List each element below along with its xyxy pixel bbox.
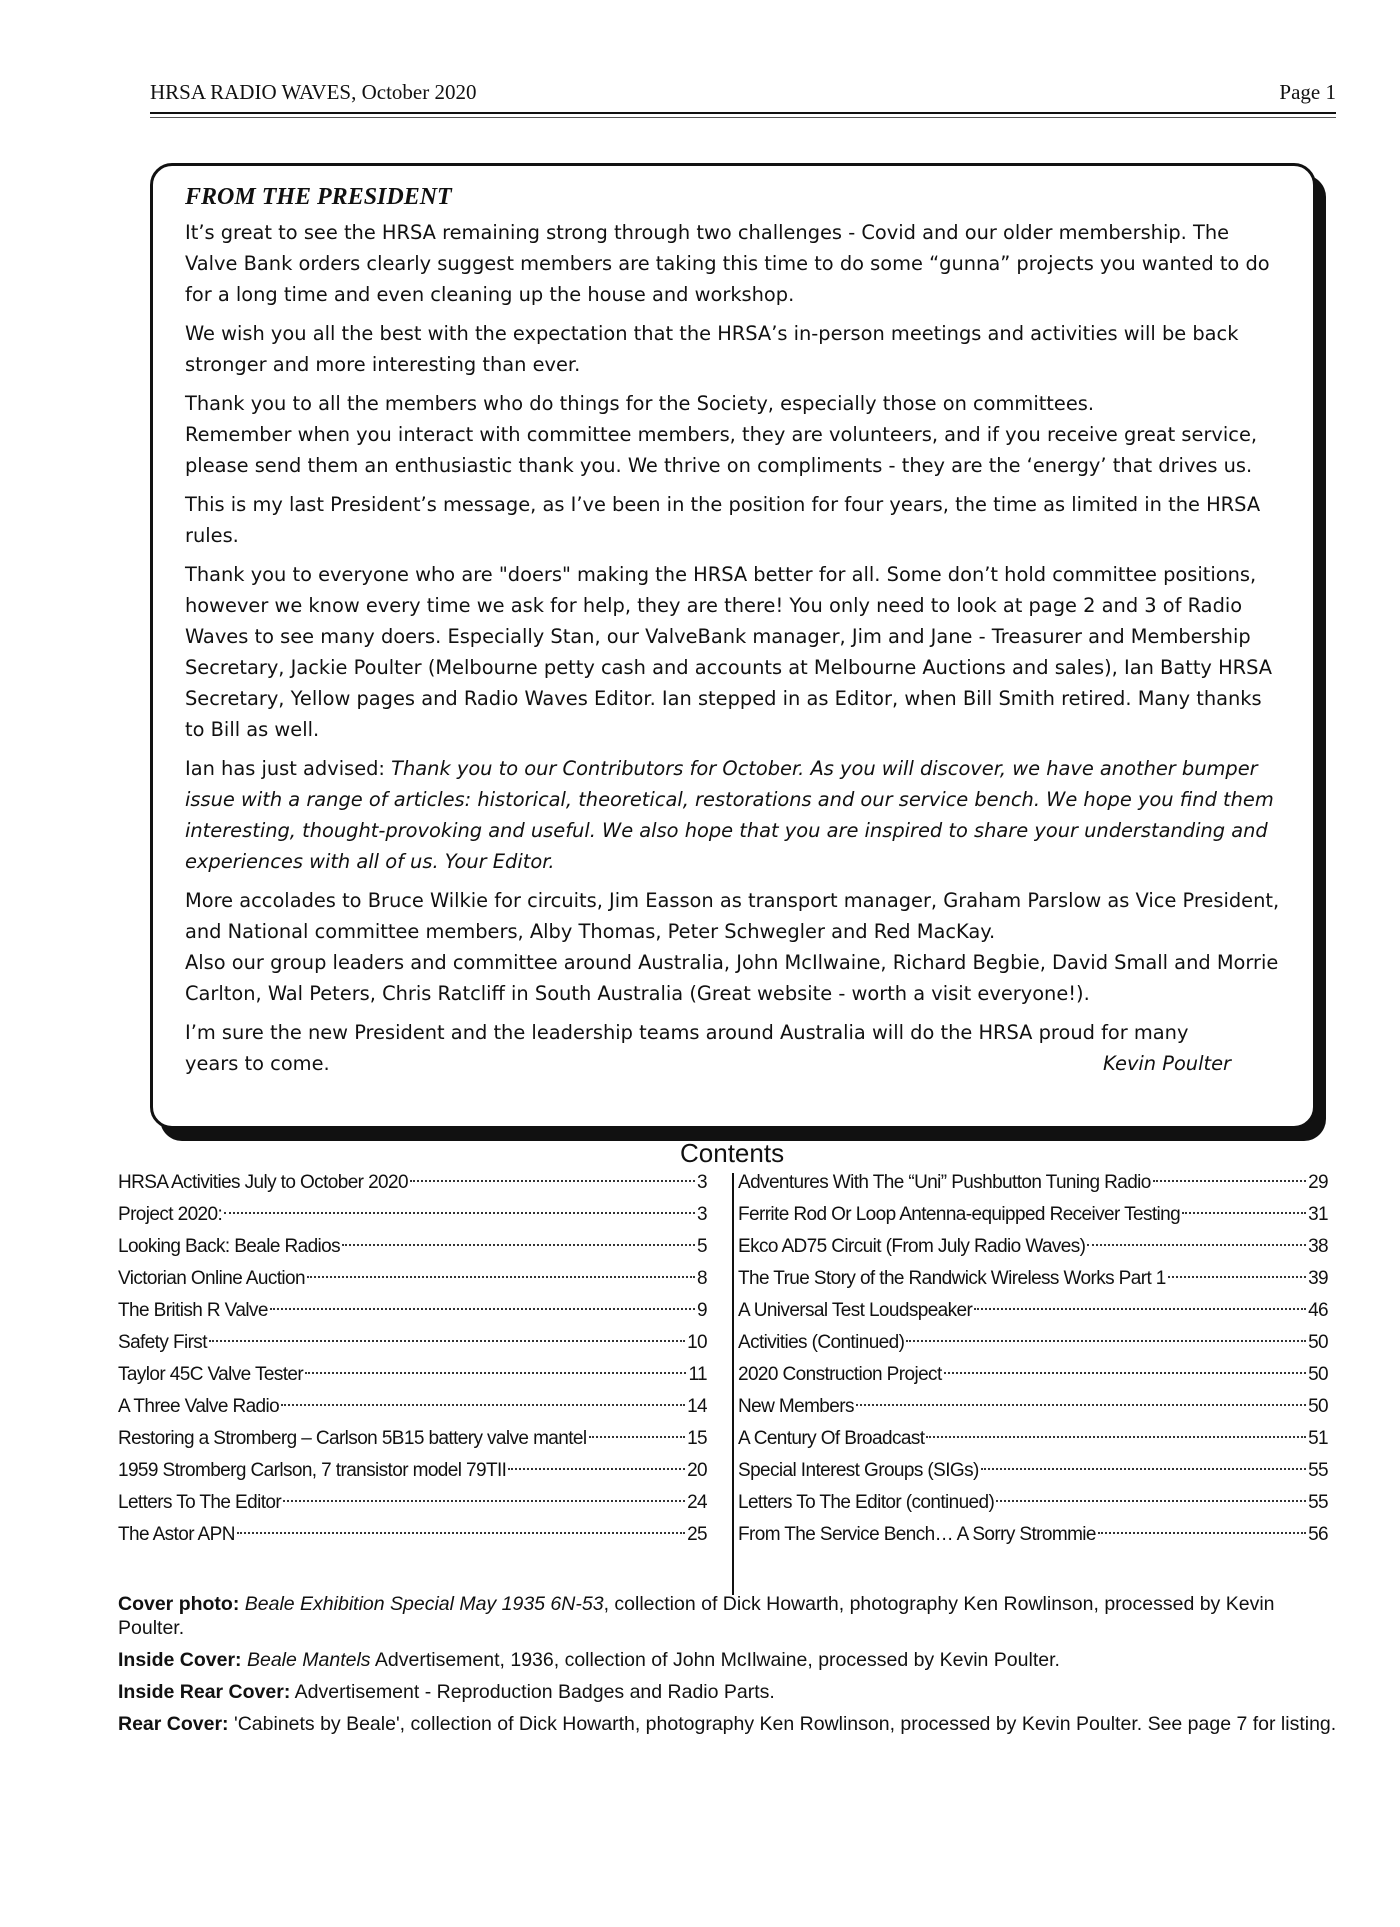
cover-credits — [118, 1592, 1338, 1744]
contents-entry-title: Project 2020: — [118, 1204, 223, 1225]
contents-entry-title: From The Service Bench… A Sorry Strommie — [738, 1524, 1096, 1545]
contents-entry-title: Victorian Online Auction — [118, 1268, 305, 1289]
credit-text: Advertisement, 1936, collection of John McIlwaine, processed by Kevin Poulter. — [370, 1649, 1060, 1671]
newsletter-title: HRSA RADIO WAVES, October 2020 — [150, 80, 477, 104]
contents-entry[interactable] — [118, 1231, 707, 1263]
contents-entry[interactable] — [738, 1327, 1328, 1359]
contents-entry-title: A Three Valve Radio — [118, 1396, 280, 1417]
president-paragraph-5: This is my last President’s message, as I’ve been in the position for four years, the time as limited in the HRSA rules. — [185, 493, 1261, 547]
contents-entry-page: 15 — [687, 1428, 707, 1449]
inside-rear-cover-credit — [118, 1680, 1338, 1704]
contents-entry-page: 50 — [1308, 1364, 1328, 1385]
credit-italic: Beale Exhibition Special May 1935 6N-53 — [244, 1593, 604, 1615]
contents-entry[interactable] — [118, 1391, 707, 1423]
contents-entry-title: A Century Of Broadcast — [738, 1428, 925, 1449]
credit-label: Rear Cover: — [118, 1713, 229, 1735]
contents-entry-title: Letters To The Editor (continued) — [738, 1492, 995, 1513]
contents-entry-page: 11 — [688, 1364, 707, 1385]
contents-entry-page: 24 — [687, 1492, 707, 1513]
president-paragraph-2: We wish you all the best with the expectation that the HRSA’s in-person meetings and activities will be back stronger and more interesting than ever. — [185, 322, 1239, 376]
contents-entry[interactable] — [738, 1231, 1328, 1263]
rear-cover-credit — [118, 1712, 1338, 1736]
contents-entry-page: 10 — [687, 1332, 707, 1353]
dot-leader — [981, 1468, 1306, 1470]
dot-leader — [974, 1308, 1306, 1310]
dot-leader — [906, 1340, 1306, 1342]
contents-entry-page: 3 — [697, 1172, 707, 1193]
dot-leader — [1153, 1180, 1306, 1182]
contents-entry[interactable] — [738, 1295, 1328, 1327]
dot-leader — [281, 1404, 685, 1406]
contents-entry[interactable] — [738, 1263, 1328, 1295]
credit-text: , collection of Dick Howarth, photography Ken Rowlinson, processed by Kevin Poulter. — [118, 1593, 1275, 1639]
contents-entry-page: 55 — [1308, 1460, 1328, 1481]
dot-leader — [996, 1500, 1306, 1502]
credit-text: 'Cabinets by Beale', collection of Dick Howarth, photography Ken Rowlinson, processed by Kevin Poulter. See page 7 for listing. — [228, 1713, 1337, 1735]
contents-entry-page: 3 — [697, 1204, 707, 1225]
closing-text: years to come. — [185, 1052, 330, 1075]
page-header — [150, 76, 1336, 114]
contents-entry-page: 8 — [697, 1268, 707, 1289]
contents-entry-page: 50 — [1308, 1396, 1328, 1417]
dot-leader — [1182, 1212, 1306, 1214]
dot-leader — [508, 1468, 685, 1470]
dot-leader — [283, 1500, 685, 1502]
credit-text: Advertisement - Reproduction Badges and Radio Parts. — [290, 1681, 775, 1703]
contents-column-divider — [732, 1173, 734, 1595]
inside-cover-credit — [118, 1648, 1338, 1672]
credit-label: Cover photo: — [118, 1593, 240, 1615]
contents-entry-title: Ferrite Rod Or Loop Antenna-equipped Receiver Testing — [738, 1204, 1181, 1225]
contents-entry-page: 5 — [697, 1236, 707, 1257]
president-paragraph-3: Thank you to all the members who do things for the Society, especially those on committees. — [185, 392, 1095, 415]
page-number: Page 1 — [1279, 80, 1336, 104]
president-paragraph-8: More accolades to Bruce Wilkie for circuits, Jim Easson as transport manager, Graham Parslow as Vice President, and National committee members, Alby Thomas, Peter Schwegler and Red MacKay. — [185, 889, 1280, 943]
dot-leader — [926, 1436, 1306, 1438]
contents-entry-title: 2020 Construction Project — [738, 1364, 942, 1385]
dot-leader — [1168, 1276, 1306, 1278]
contents-entry-title: HRSA Activities July to October 2020 — [118, 1172, 408, 1193]
contents-entry[interactable] — [738, 1167, 1328, 1199]
contents-entry[interactable] — [118, 1519, 707, 1551]
president-paragraph-6: Thank you to everyone who are "doers" making the HRSA better for all. Some don’t hold committee positions, however we know every time we ask for help, they are there! You only need to look at page 2 and 3 of Radio Waves to see many doers. Especially Stan, our ValveBank manager, Jim and Jane - Treasurer and Membership Secretary, Jackie Poulter (Melbourne petty cash and accounts at Melbourne Auctions and sales), Ian Batty HRSA Secretary, Yellow pages and Radio Waves Editor. Ian stepped in as Editor, when Bill Smith retired. Many thanks to Bill as well. — [185, 563, 1273, 741]
contents-entry[interactable] — [738, 1487, 1328, 1519]
contents-entry-page: 38 — [1308, 1236, 1328, 1257]
contents-heading: Contents — [680, 1138, 785, 1168]
contents-entry[interactable] — [738, 1391, 1328, 1423]
dot-leader — [410, 1180, 695, 1182]
contents-entry-title: New Members — [738, 1396, 854, 1417]
dot-leader — [307, 1276, 695, 1278]
contents-entry-title: Activities (Continued) — [738, 1332, 905, 1353]
contents-entry[interactable] — [118, 1263, 707, 1295]
contents-entry[interactable] — [118, 1359, 707, 1391]
contents-entry[interactable] — [738, 1199, 1328, 1231]
contents-entry-page: 39 — [1308, 1268, 1328, 1289]
contents-entry-page: 55 — [1308, 1492, 1328, 1513]
contents-entry-title: A Universal Test Loudspeaker — [738, 1300, 973, 1321]
contents-entry-title: Restoring a Stromberg – Carlson 5B15 battery valve mantel — [118, 1428, 587, 1449]
contents-entry[interactable] — [118, 1199, 707, 1231]
editor-note-quote: Thank you to our Contributors for October. As you will discover, we have another bumper issue with a range of articles: historical, theoretical, restorations and our service bench. We hope you find them interesting, thought-provoking and useful. We also hope that you are inspired to share your understanding and experiences with all of us. Your Editor. — [185, 757, 1274, 873]
contents-entry[interactable] — [118, 1487, 707, 1519]
contents-entry[interactable] — [738, 1423, 1328, 1455]
dot-leader — [270, 1308, 695, 1310]
contents-entry-page: 56 — [1308, 1524, 1328, 1545]
contents-left-column — [118, 1167, 707, 1551]
contents-entry-title: Letters To The Editor — [118, 1492, 282, 1513]
dot-leader — [305, 1372, 686, 1374]
contents-entry[interactable] — [118, 1295, 707, 1327]
dot-leader — [589, 1436, 686, 1438]
dot-leader — [1098, 1532, 1306, 1534]
contents-right-column — [738, 1167, 1328, 1551]
contents-entry-title: The Astor APN — [118, 1524, 235, 1545]
president-paragraph-10: I’m sure the new President and the leadership teams around Australia will do the HRSA proud for many — [185, 1021, 1189, 1044]
contents-entry-page: 50 — [1308, 1332, 1328, 1353]
contents-entry[interactable] — [118, 1455, 707, 1487]
contents-entry-title: Taylor 45C Valve Tester — [118, 1364, 304, 1385]
editor-note-lead: Ian has just advised: — [185, 757, 392, 780]
contents-entry-page: 29 — [1308, 1172, 1328, 1193]
dot-leader — [1087, 1244, 1306, 1246]
president-paragraph-1: It’s great to see the HRSA remaining strong through two challenges - Covid and our older membership. The Valve Bank orders clearly suggest members are taking this time to do some “gunna” projects you wanted to do for a long time and even cleaning up the house and workshop. — [185, 221, 1270, 306]
contents-entry-title: Adventures With The “Uni” Pushbutton Tuning Radio — [738, 1172, 1151, 1193]
president-paragraph-9: Also our group leaders and committee around Australia, John McIlwaine, Richard Begbie, David Small and Morrie Carlton, Wal Peters, Chris Ratcliff in South Australia (Great website - worth a visit everyone!). — [185, 951, 1279, 1005]
contents-entry-page: 46 — [1308, 1300, 1328, 1321]
contents-entry[interactable] — [118, 1167, 707, 1199]
dot-leader — [224, 1212, 695, 1214]
credit-label: Inside Rear Cover: — [118, 1681, 291, 1703]
cover-photo-credit — [118, 1592, 1338, 1640]
contents-entry[interactable] — [118, 1423, 707, 1455]
president-message — [185, 217, 1281, 1079]
president-message-box — [150, 163, 1316, 1129]
credit-italic: Beale Mantels — [246, 1649, 371, 1671]
president-paragraph-4: Remember when you interact with committee members, they are volunteers, and if you receive great service, please send them an enthusiastic thank you. We thrive on compliments - they are the ‘energy’ that drives us. — [185, 423, 1258, 477]
contents-entry-title: Ekco AD75 Circuit (From July Radio Waves) — [738, 1236, 1086, 1257]
contents-entry-title: The True Story of the Randwick Wireless Works Part 1 — [738, 1268, 1166, 1289]
contents-entry[interactable] — [118, 1327, 707, 1359]
president-heading: FROM THE PRESIDENT — [185, 184, 452, 210]
dot-leader — [856, 1404, 1306, 1406]
contents-entry[interactable] — [738, 1519, 1328, 1551]
dot-leader — [342, 1244, 695, 1246]
contents-entry-title: 1959 Stromberg Carlson, 7 transistor model 79TII — [118, 1460, 507, 1481]
contents-entry-page: 25 — [687, 1524, 707, 1545]
header-rule — [150, 117, 1336, 118]
contents-entry-page: 31 — [1308, 1204, 1328, 1225]
contents-entry-page: 14 — [687, 1396, 707, 1417]
contents-entry-page: 9 — [697, 1300, 707, 1321]
president-paragraph-7 — [185, 753, 1281, 877]
contents-entry-title: Safety First — [118, 1332, 207, 1353]
contents-entry[interactable] — [738, 1359, 1328, 1391]
dot-leader — [237, 1532, 685, 1534]
dot-leader — [944, 1372, 1306, 1374]
president-signature: Kevin Poulter — [1102, 1052, 1231, 1075]
contents-entry[interactable] — [738, 1455, 1328, 1487]
contents-entry-page: 20 — [687, 1460, 707, 1481]
closing-line — [185, 1048, 1281, 1079]
credit-label: Inside Cover: — [118, 1649, 242, 1671]
dot-leader — [209, 1340, 685, 1342]
contents-entry-title: Special Interest Groups (SIGs) — [738, 1460, 979, 1481]
contents-entry-title: The British R Valve — [118, 1300, 268, 1321]
contents-entry-title: Looking Back: Beale Radios — [118, 1236, 341, 1257]
contents-entry-page: 51 — [1308, 1428, 1328, 1449]
